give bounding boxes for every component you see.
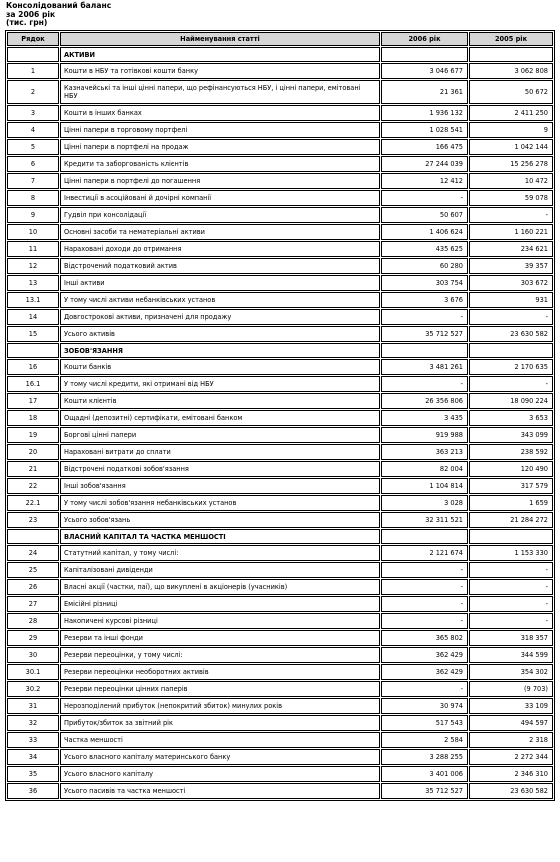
row-number-cell: 27 [7, 596, 59, 612]
row-number-cell: 2 [7, 80, 59, 104]
value-2005-cell: 344 599 [469, 647, 553, 663]
item-name-cell: ВЛАСНИЙ КАПІТАЛ ТА ЧАСТКА МЕНШОСТІ [60, 529, 380, 544]
table-row [7, 444, 553, 460]
value-2005-cell: 317 579 [469, 478, 553, 494]
row-number-cell: 7 [7, 173, 59, 189]
row-number-cell: 33 [7, 732, 59, 748]
table-row [7, 630, 553, 646]
table-row [7, 309, 553, 325]
row-number-cell: 20 [7, 444, 59, 460]
item-name-cell: Відстрочений податковий актив [60, 258, 380, 274]
value-2006-cell: - [381, 562, 468, 578]
row-number-cell: 32 [7, 715, 59, 731]
table-row [7, 275, 553, 291]
item-name-cell: Відстрочені податкові зобов'язання [60, 461, 380, 477]
table-row [7, 613, 553, 629]
value-2006-cell: 2 584 [381, 732, 468, 748]
value-2005-cell: 21 284 272 [469, 512, 553, 528]
item-name-cell: Власні акції (частки, паї), що викуплені в акціонерів (учасників) [60, 579, 380, 595]
report-period: за 2006 рік [6, 9, 56, 19]
value-2006-cell: 60 280 [381, 258, 468, 274]
column-header-2005: 2005 рік [469, 32, 553, 46]
table-row [7, 393, 553, 409]
item-name-cell: Кошти в інших банках [60, 105, 380, 121]
value-2005-cell: 2 170 635 [469, 359, 553, 375]
row-number-cell: 11 [7, 241, 59, 257]
item-name-cell: Цінні папери в портфелі до погашення [60, 173, 380, 189]
row-number-cell: 13 [7, 275, 59, 291]
value-2006-cell: 1 406 624 [381, 224, 468, 240]
value-2006-cell: 3 028 [381, 495, 468, 511]
item-name-cell: Цінні папери в торговому портфелі [60, 122, 380, 138]
value-2006-cell: 1 104 814 [381, 478, 468, 494]
value-2006-cell: 919 988 [381, 427, 468, 443]
value-2006-cell: - [381, 376, 468, 392]
row-number-cell: 8 [7, 190, 59, 206]
value-2005-cell: - [469, 309, 553, 325]
report-header [6, 2, 111, 28]
table-row [7, 783, 553, 799]
value-2006-cell: 3 046 677 [381, 63, 468, 79]
value-2005-cell: 39 357 [469, 258, 553, 274]
value-2006-cell: 3 435 [381, 410, 468, 426]
value-2006-cell: 1 028 541 [381, 122, 468, 138]
row-number-cell: 13.1 [7, 292, 59, 308]
table-row [7, 647, 553, 663]
item-name-cell: Кредити та заборгованість клієнтів [60, 156, 380, 172]
column-header-row-number: Рядок [7, 32, 59, 46]
value-2005-cell: 494 597 [469, 715, 553, 731]
value-2006-cell: - [381, 190, 468, 206]
value-2005-cell: 238 592 [469, 444, 553, 460]
table-row [7, 224, 553, 240]
item-name-cell: Довгострокові активи, призначені для продажу [60, 309, 380, 325]
value-2006-cell: 27 244 039 [381, 156, 468, 172]
row-number-cell: 22 [7, 478, 59, 494]
value-2005-cell: 354 302 [469, 664, 553, 680]
item-name-cell: Цінні папери в портфелі на продаж [60, 139, 380, 155]
value-2006-cell: 30 974 [381, 698, 468, 714]
item-name-cell: Усього зобов'язань [60, 512, 380, 528]
table-body [7, 47, 553, 799]
table-row [7, 63, 553, 79]
table-row [7, 156, 553, 172]
value-2006-cell: 3 676 [381, 292, 468, 308]
section-row [7, 343, 553, 358]
item-name-cell: Резерви переоцінки необоротних активів [60, 664, 380, 680]
table-row [7, 749, 553, 765]
column-header-item-name: Найменування статті [60, 32, 380, 46]
item-name-cell: Нерозподілений прибуток (непокритий збиток) минулих років [60, 698, 380, 714]
value-2005-cell: 343 099 [469, 427, 553, 443]
item-name-cell: Резерви переоцінки цінних паперів [60, 681, 380, 697]
table-row [7, 766, 553, 782]
value-2005-cell: 931 [469, 292, 553, 308]
item-name-cell: Частка меншості [60, 732, 380, 748]
table-row [7, 427, 553, 443]
table-row [7, 376, 553, 392]
table-row [7, 596, 553, 612]
value-2006-cell: 166 475 [381, 139, 468, 155]
item-name-cell: АКТИВИ [60, 47, 380, 62]
item-name-cell: Інші активи [60, 275, 380, 291]
value-2005-cell: - [469, 613, 553, 629]
row-number-cell: 35 [7, 766, 59, 782]
item-name-cell: Казначейські та інші цінні папери, що рефінансуються НБУ, і цінні папери, емітовані НБУ [60, 80, 380, 104]
value-2005-cell: 120 490 [469, 461, 553, 477]
value-2006-cell: 35 712 527 [381, 326, 468, 342]
value-2006-cell: 3 481 261 [381, 359, 468, 375]
item-name-cell: Гудвіл при консолідації [60, 207, 380, 223]
value-2006-cell [381, 529, 468, 544]
value-2005-cell: 23 630 582 [469, 326, 553, 342]
table-row [7, 105, 553, 121]
item-name-cell: Усього пасивів та частка меншості [60, 783, 380, 799]
table-row [7, 715, 553, 731]
item-name-cell: Капіталізовані дивіденди [60, 562, 380, 578]
row-number-cell: 22.1 [7, 495, 59, 511]
value-2006-cell: 26 356 806 [381, 393, 468, 409]
row-number-cell: 12 [7, 258, 59, 274]
row-number-cell: 17 [7, 393, 59, 409]
value-2005-cell: 10 472 [469, 173, 553, 189]
value-2006-cell: 363 213 [381, 444, 468, 460]
item-name-cell: Основні засоби та нематеріальні активи [60, 224, 380, 240]
value-2005-cell: - [469, 207, 553, 223]
value-2005-cell: 2 272 344 [469, 749, 553, 765]
item-name-cell: Усього власного капіталу [60, 766, 380, 782]
value-2006-cell: 303 754 [381, 275, 468, 291]
value-2005-cell: 18 090 224 [469, 393, 553, 409]
item-name-cell: Кошти клієнтів [60, 393, 380, 409]
value-2006-cell: 35 712 527 [381, 783, 468, 799]
table-row [7, 545, 553, 561]
row-number-cell: 10 [7, 224, 59, 240]
row-number-cell: 30 [7, 647, 59, 663]
value-2005-cell: 3 653 [469, 410, 553, 426]
section-row [7, 529, 553, 544]
item-name-cell: Боргові цінні папери [60, 427, 380, 443]
value-2005-cell: 15 256 278 [469, 156, 553, 172]
value-2005-cell: 9 [469, 122, 553, 138]
value-2006-cell: 1 936 132 [381, 105, 468, 121]
row-number-cell [7, 47, 59, 62]
value-2005-cell: 1 659 [469, 495, 553, 511]
row-number-cell: 5 [7, 139, 59, 155]
value-2006-cell [381, 343, 468, 358]
value-2006-cell: - [381, 596, 468, 612]
row-number-cell: 6 [7, 156, 59, 172]
report-title: Консолідований баланс [6, 1, 112, 10]
row-number-cell: 34 [7, 749, 59, 765]
section-row [7, 47, 553, 62]
item-name-cell: Інші зобов'язання [60, 478, 380, 494]
value-2005-cell: 1 153 330 [469, 545, 553, 561]
value-2006-cell: 82 004 [381, 461, 468, 477]
row-number-cell: 21 [7, 461, 59, 477]
row-number-cell: 24 [7, 545, 59, 561]
value-2006-cell: 32 311 521 [381, 512, 468, 528]
item-name-cell: Інвестиції в асоційовані й дочірні компанії [60, 190, 380, 206]
value-2005-cell [469, 343, 553, 358]
value-2006-cell: 12 412 [381, 173, 468, 189]
row-number-cell: 26 [7, 579, 59, 595]
item-name-cell: Ощадні (депозитні) сертифікати, емітовані банком [60, 410, 380, 426]
value-2005-cell: 318 357 [469, 630, 553, 646]
item-name-cell: Прибуток/збиток за звітний рік [60, 715, 380, 731]
value-2006-cell: - [381, 681, 468, 697]
table-row [7, 80, 553, 104]
row-number-cell: 29 [7, 630, 59, 646]
table-row [7, 664, 553, 680]
item-name-cell: Резерви переоцінки, у тому числі: [60, 647, 380, 663]
item-name-cell: Нараховані витрати до сплати [60, 444, 380, 460]
table-row [7, 173, 553, 189]
item-name-cell: Усього активів [60, 326, 380, 342]
row-number-cell: 16 [7, 359, 59, 375]
value-2005-cell: (9 703) [469, 681, 553, 697]
table-row [7, 732, 553, 748]
value-2006-cell: 3 401 006 [381, 766, 468, 782]
value-2005-cell: 303 672 [469, 275, 553, 291]
table-row [7, 461, 553, 477]
value-2006-cell: 435 625 [381, 241, 468, 257]
table-row [7, 562, 553, 578]
item-name-cell: У тому числі зобов'язання небанківських установ [60, 495, 380, 511]
value-2005-cell: 2 411 250 [469, 105, 553, 121]
row-number-cell: 28 [7, 613, 59, 629]
row-number-cell: 4 [7, 122, 59, 138]
table-row [7, 122, 553, 138]
table-row [7, 292, 553, 308]
report-units: (тис. грн) [6, 18, 48, 28]
value-2005-cell: 3 062 808 [469, 63, 553, 79]
row-number-cell: 1 [7, 63, 59, 79]
value-2005-cell: - [469, 579, 553, 595]
value-2005-cell: 1 160 221 [469, 224, 553, 240]
item-name-cell: Нараховані доходи до отримання [60, 241, 380, 257]
row-number-cell: 19 [7, 427, 59, 443]
balance-table [5, 30, 555, 801]
item-name-cell: Усього власного капіталу материнського банку [60, 749, 380, 765]
value-2006-cell: 21 361 [381, 80, 468, 104]
value-2005-cell [469, 47, 553, 62]
row-number-cell [7, 343, 59, 358]
value-2006-cell: 3 288 255 [381, 749, 468, 765]
row-number-cell: 3 [7, 105, 59, 121]
row-number-cell: 30.2 [7, 681, 59, 697]
value-2005-cell: - [469, 596, 553, 612]
table-row [7, 139, 553, 155]
table-row [7, 258, 553, 274]
value-2006-cell: 362 429 [381, 647, 468, 663]
column-header-2006: 2006 рік [381, 32, 468, 46]
value-2005-cell [469, 529, 553, 544]
value-2005-cell: 2 346 310 [469, 766, 553, 782]
table-row [7, 410, 553, 426]
row-number-cell: 30.1 [7, 664, 59, 680]
table-row [7, 207, 553, 223]
table-row [7, 698, 553, 714]
value-2006-cell [381, 47, 468, 62]
item-name-cell: Кошти в НБУ та готівкові кошти банку [60, 63, 380, 79]
row-number-cell: 14 [7, 309, 59, 325]
value-2006-cell: - [381, 613, 468, 629]
value-2005-cell: - [469, 376, 553, 392]
row-number-cell [7, 529, 59, 544]
value-2005-cell: 33 109 [469, 698, 553, 714]
item-name-cell: Статутний капітал, у тому числі: [60, 545, 380, 561]
table-row [7, 241, 553, 257]
value-2005-cell: 50 672 [469, 80, 553, 104]
value-2005-cell: 59 078 [469, 190, 553, 206]
row-number-cell: 23 [7, 512, 59, 528]
item-name-cell: Резерви та інші фонди [60, 630, 380, 646]
value-2006-cell: 2 121 674 [381, 545, 468, 561]
table-row [7, 681, 553, 697]
item-name-cell: Кошти банків [60, 359, 380, 375]
value-2006-cell: - [381, 579, 468, 595]
table-header-row [7, 32, 553, 46]
value-2005-cell: 23 630 582 [469, 783, 553, 799]
item-name-cell: У тому числі активи небанківських установ [60, 292, 380, 308]
row-number-cell: 31 [7, 698, 59, 714]
item-name-cell: Емісійні різниці [60, 596, 380, 612]
item-name-cell: У тому числі кредити, які отримані від НБУ [60, 376, 380, 392]
value-2005-cell: 234 621 [469, 241, 553, 257]
item-name-cell: ЗОБОВ'ЯЗАННЯ [60, 343, 380, 358]
value-2006-cell: 517 543 [381, 715, 468, 731]
row-number-cell: 15 [7, 326, 59, 342]
row-number-cell: 18 [7, 410, 59, 426]
value-2006-cell: 50 607 [381, 207, 468, 223]
table-row [7, 326, 553, 342]
table-row [7, 495, 553, 511]
table-row [7, 190, 553, 206]
table-row [7, 478, 553, 494]
row-number-cell: 36 [7, 783, 59, 799]
row-number-cell: 25 [7, 562, 59, 578]
value-2005-cell: 1 042 144 [469, 139, 553, 155]
row-number-cell: 16.1 [7, 376, 59, 392]
value-2006-cell: 362 429 [381, 664, 468, 680]
value-2005-cell: 2 318 [469, 732, 553, 748]
value-2005-cell: - [469, 562, 553, 578]
item-name-cell: Накопичені курсові різниці [60, 613, 380, 629]
table-row [7, 579, 553, 595]
value-2006-cell: - [381, 309, 468, 325]
value-2006-cell: 365 802 [381, 630, 468, 646]
table-row [7, 512, 553, 528]
row-number-cell: 9 [7, 207, 59, 223]
table-row [7, 359, 553, 375]
